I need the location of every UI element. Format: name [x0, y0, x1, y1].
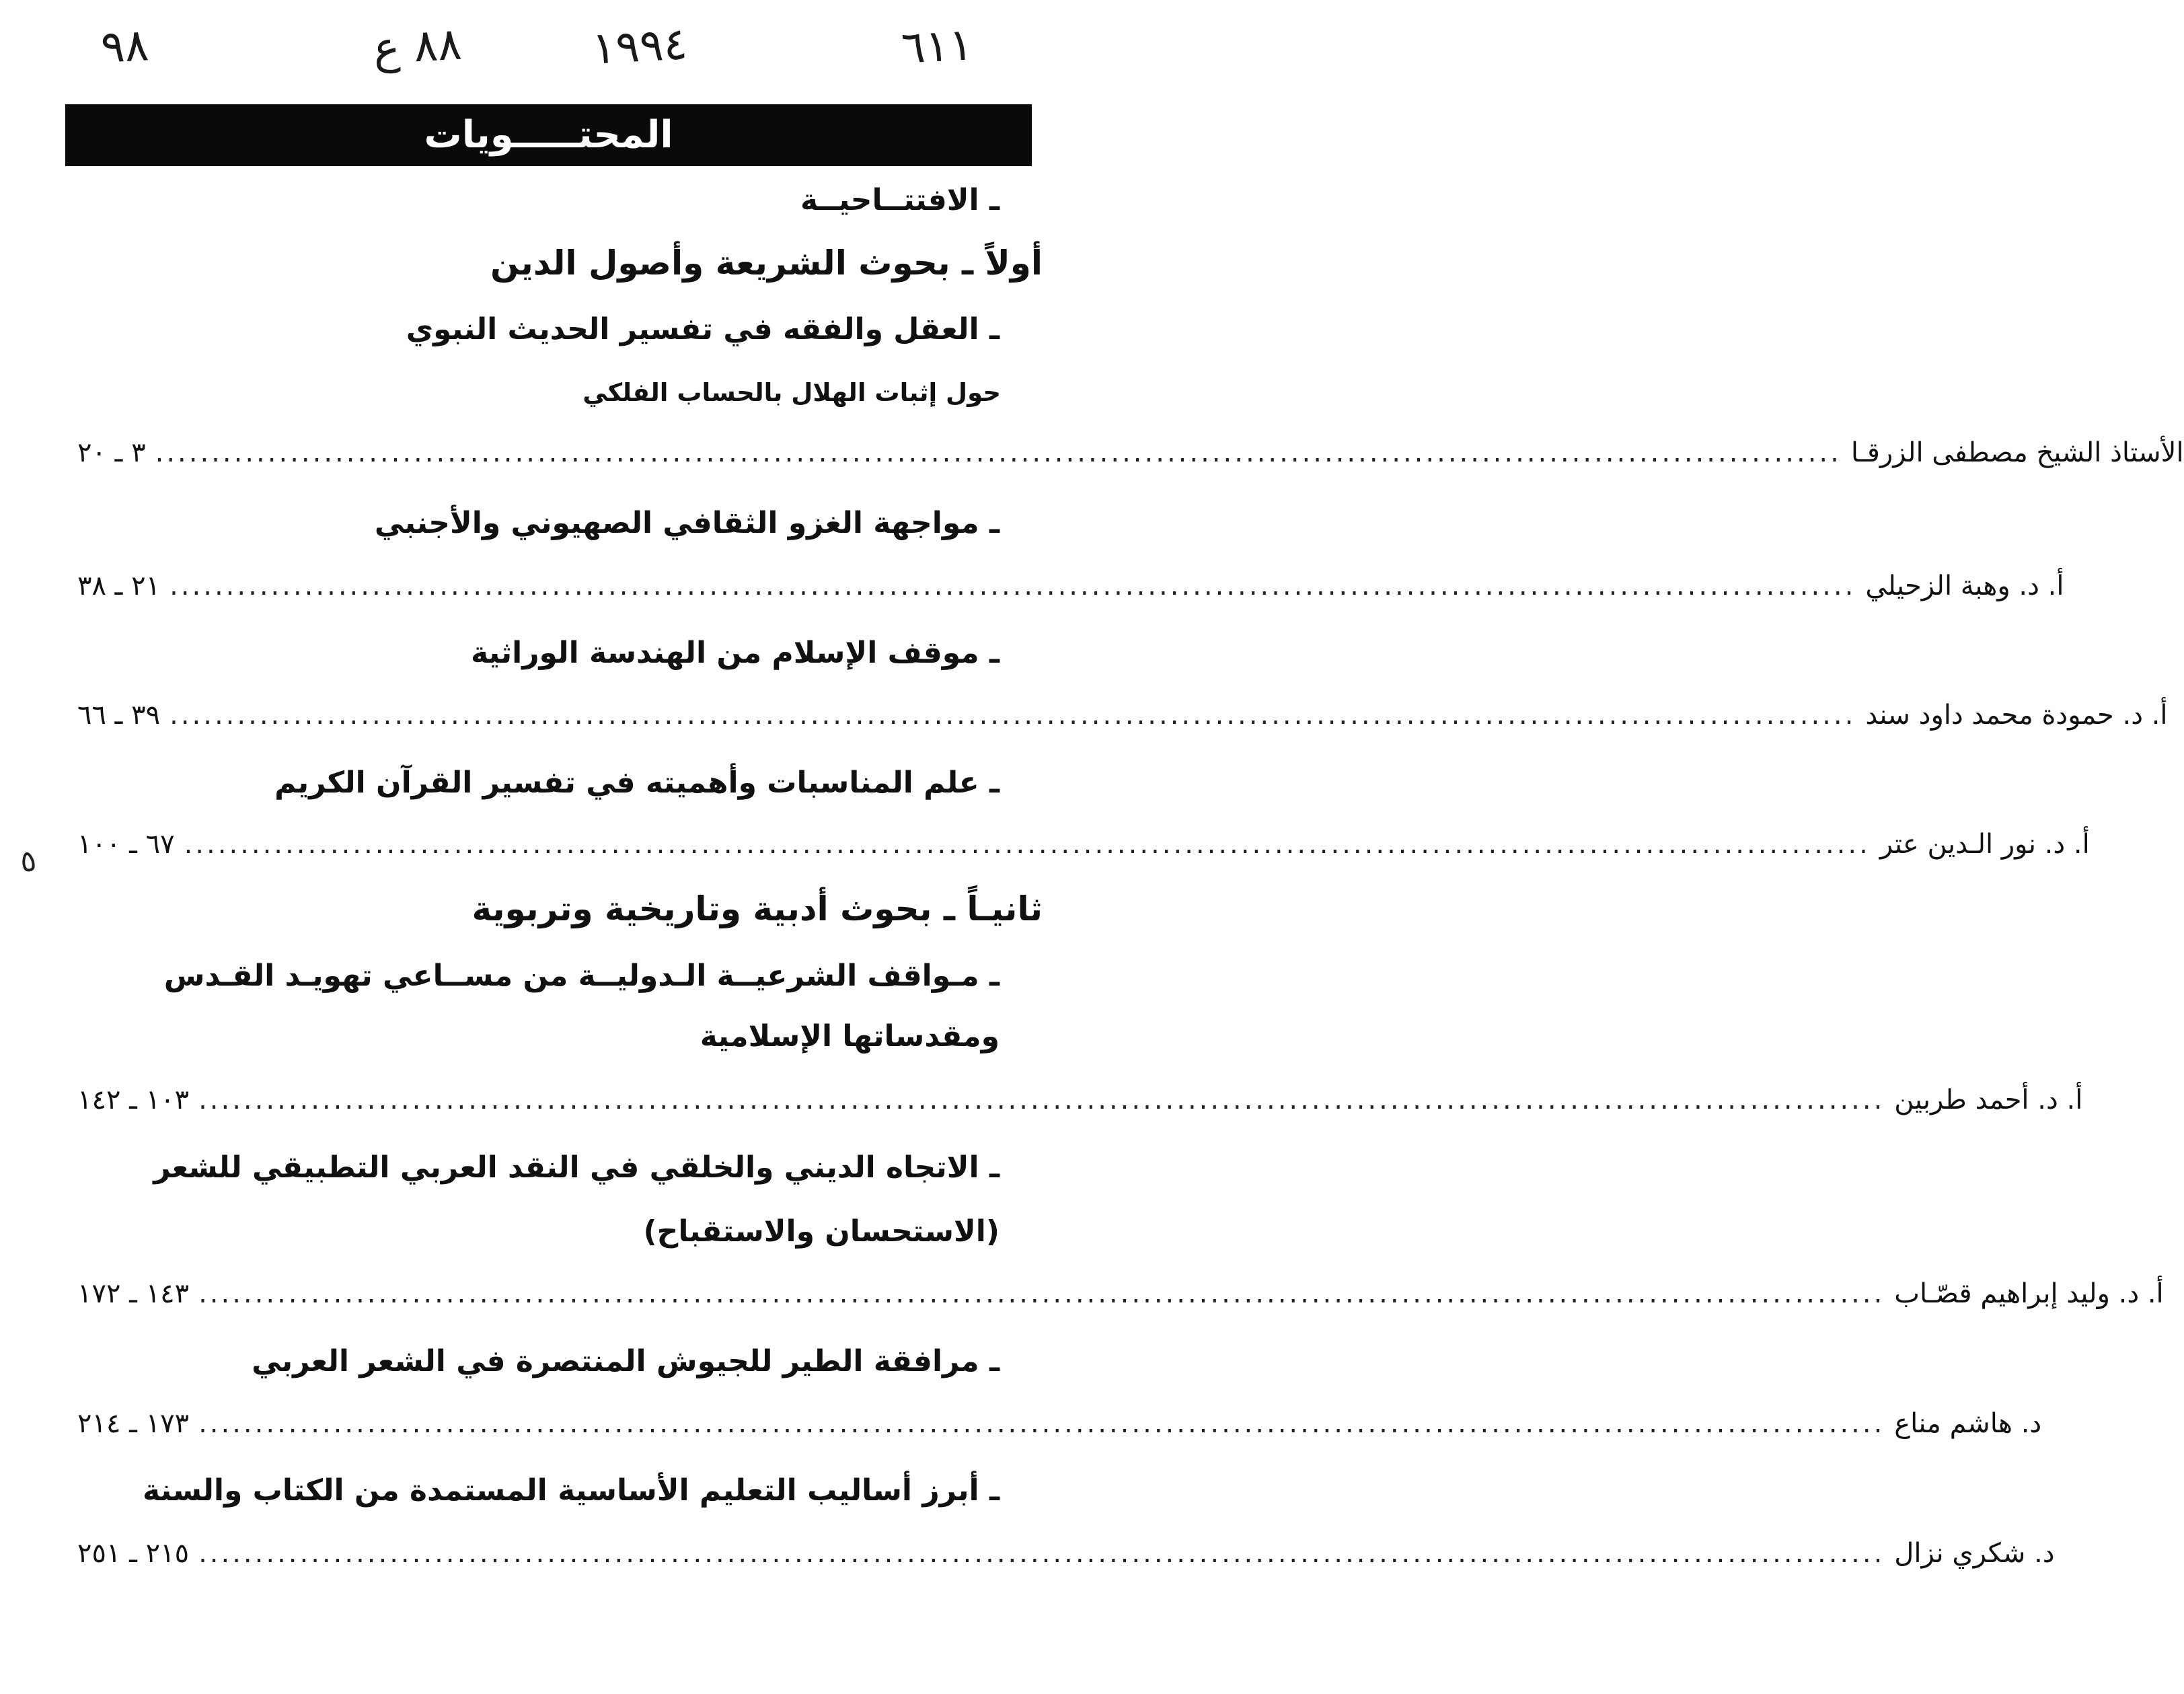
page-range: ٢١٥ ـ ٢٥١ — [77, 1538, 190, 1569]
author-name: أ. د. أحمد طربين — [1894, 1084, 2083, 1115]
toc-entry-title: ـ أبرز أساليب التعليم الأساسية المستمدة من الكتاب والسنة — [142, 1473, 1000, 1508]
toc-entry-title: ـ علم المناسبات وأهميته في تفسير القرآن الكريم — [274, 766, 1000, 800]
handwritten-left-number: ٩٨ — [100, 19, 150, 73]
leader-dots: ...................................................................................................................................................... — [198, 1408, 1885, 1439]
toc-author-row — [77, 700, 2168, 737]
page-range: ٣٩ ـ ٦٦ — [77, 700, 161, 731]
toc-author-row — [77, 1408, 2042, 1446]
leader-dots: ...................................................................................................................................................... — [198, 1278, 1885, 1309]
leader-dots: ...................................................................................................................................................... — [170, 700, 1856, 731]
toc-entry-title: ـ مواجهة الغزو الثقافي الصهيوني والأجنبي — [374, 506, 1000, 540]
toc-author-row — [77, 570, 2064, 608]
toc-author-row — [77, 1084, 2083, 1122]
toc-entry-title: ـ مرافقة الطير للجيوش المنتصرة في الشعر العربي — [252, 1344, 1000, 1378]
page-range: ٦٧ ـ ١٠٠ — [77, 829, 175, 860]
author-name: أ. د. نور الـدين عتر — [1879, 829, 2090, 860]
author-name: د. هاشم مناع — [1894, 1408, 2042, 1439]
section-heading-1: أولاً ـ بحوث الشريعة وأصول الدين — [490, 244, 1043, 283]
page-range: ١٠٣ ـ ١٤٢ — [77, 1084, 190, 1115]
leader-dots: ...................................................................................................................................................... — [155, 437, 1842, 468]
toc-entry-title: ـ العقل والفقه في تفسير الحديث النبوي — [406, 312, 1000, 346]
handwritten-issue-number: ٨٨ ع — [372, 17, 463, 75]
page-range: ٢١ ـ ٣٨ — [77, 570, 161, 601]
leader-dots: ...................................................................................................................................................... — [198, 1084, 1885, 1115]
author-name: الأستاذ الشيخ مصطفى الزرقـا — [1850, 437, 2184, 468]
author-name: أ. د. حمودة محمد داود سند — [1865, 700, 2168, 731]
toc-author-row — [77, 829, 2090, 867]
toc-intro: ـ الافتتــاحيــة — [800, 183, 1000, 217]
toc-entry-title-continued: ومقدساتها الإسلامية — [700, 1019, 1000, 1054]
toc-author-row — [77, 1278, 2164, 1316]
leader-dots: ...................................................................................................................................................... — [198, 1538, 1885, 1569]
author-name: أ. د. وهبة الزحيلي — [1865, 570, 2064, 601]
author-name: أ. د. وليد إبراهيم قصّـاب — [1894, 1278, 2164, 1309]
page-range: ١٧٣ ـ ٢١٤ — [77, 1408, 190, 1439]
toc-entry-subtitle: حول إثبات الهلال بالحساب الفلكي — [582, 378, 1001, 407]
toc-entry-title: ـ مـواقف الشرعيــة الـدوليــة من مســاعي تهويـد القـدس — [163, 959, 1000, 993]
toc-author-row — [77, 437, 2184, 475]
toc-entry-title: ـ الاتجاه الديني والخلقي في النقد العربي التطبيقي للشعر — [153, 1150, 1000, 1185]
toc-entry-title-continued: (الاستحسان والاستقباح) — [643, 1214, 1000, 1249]
leader-dots: ...................................................................................................................................................... — [170, 570, 1856, 601]
contents-title-bar — [65, 104, 1032, 166]
leader-dots: ...................................................................................................................................................... — [184, 829, 1871, 860]
page-title: المحتـــــويات — [424, 113, 673, 157]
margin-handwritten-mark: ٥ — [17, 843, 39, 880]
section-heading-2: ثانيـاً ـ بحوث أدبية وتاريخية وتربوية — [472, 889, 1043, 928]
page-range: ١٤٣ ـ ١٧٢ — [77, 1278, 190, 1309]
handwritten-right-number: ٦١١ — [900, 18, 975, 74]
toc-author-row — [77, 1538, 2055, 1576]
handwritten-year: ١٩٩٤ — [591, 17, 689, 75]
author-name: د. شكري نزال — [1894, 1538, 2055, 1569]
page-range: ٣ ـ ٢٠ — [77, 437, 146, 468]
toc-entry-title: ـ موقف الإسلام من الهندسة الوراثية — [470, 636, 1000, 670]
